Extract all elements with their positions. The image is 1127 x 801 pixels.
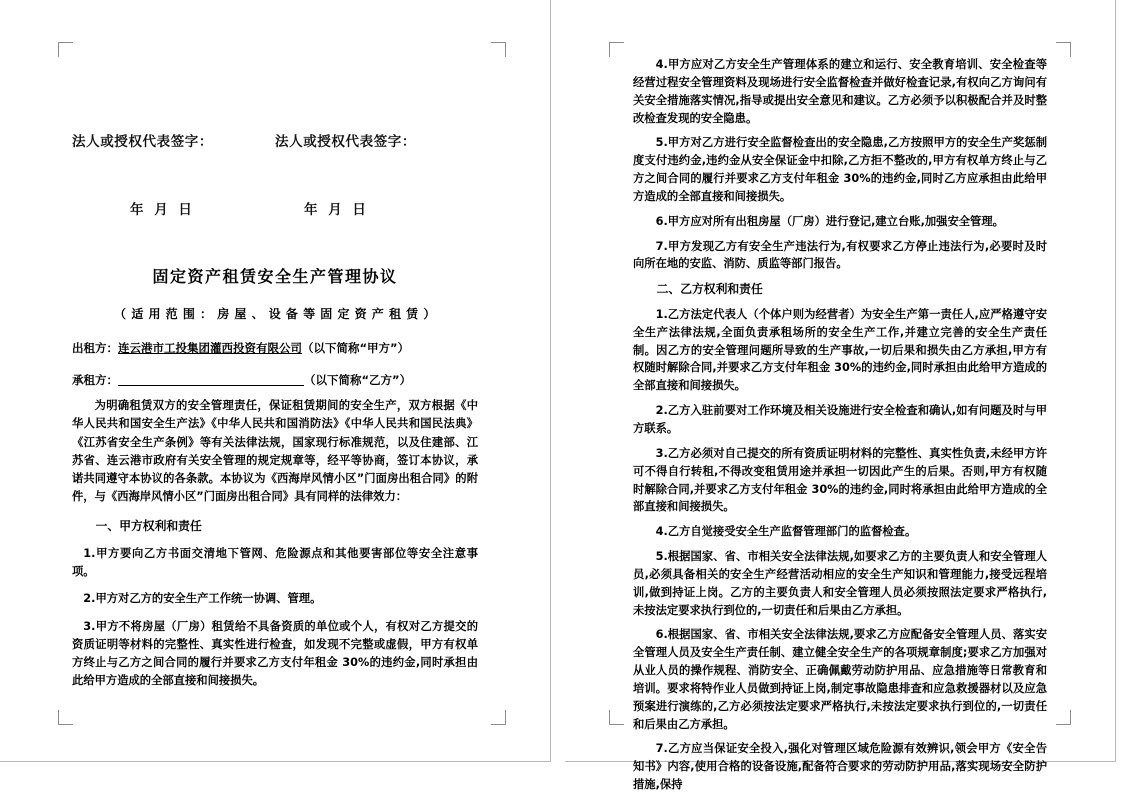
lessee-line bbox=[72, 372, 478, 388]
clause-a-7: 7.甲方发现乙方有安全生产违法行为,有权要求乙方停止违法行为,必要时及时向所在地的安监、消防、质监等部门报告。 bbox=[633, 239, 1047, 271]
lessee-suffix: （以下简称“乙方”） bbox=[304, 373, 412, 387]
signature-label-party-a: 法人或授权代表签字： bbox=[72, 134, 213, 150]
clause-b-3: 3.乙方必须对自己提交的所有资质证明材料的完整性、真实性负责,未经甲方许可不得自行转租,不得改变租赁用途并承担一切因此产生的后果。否则,甲方有权随时解除合同,并要求乙方支付年租金 30%的违约金,同时将承担由此给甲方造成的全部直接和间接损失。 bbox=[633, 446, 1047, 514]
crop-mark-bottom-left-2 bbox=[609, 710, 624, 725]
lessor-value: 连云港市工投集团灌西投资有限公司 bbox=[118, 341, 302, 355]
document-page-right bbox=[565, 0, 1116, 792]
clause-a-3: 3.甲方不将房屋（厂房）租赁给不具备资质的单位或个人，有权对乙方提交的资质证明等材料的完整性、真实性进行检查，如发现不完整或虚假，甲方有权单方终止与乙方之间合同的履行并要求乙方支付年租金 30%的违约金,同时承担由此给甲方造成的全部直接和间接损失。 bbox=[72, 619, 478, 688]
section-heading-party-a: 一、甲方权利和责任 bbox=[95, 518, 202, 533]
clause-a-5: 5.甲方对乙方进行安全监督检查出的安全隐患,乙方按照甲方的安全生产奖惩制度支付违约金,违约金从安全保证金中扣除,乙方拒不整改的,甲方有权单方终止与乙方之间合同的履行并要求乙方支付年租金 30%的违约金,同时乙方应承担由此给甲方造成的全部直接和间接损失。 bbox=[633, 136, 1047, 203]
clause-b-1: 1.乙方法定代表人（个体户则为经营者）为安全生产第一责任人,应严格遵守安全生产法律法规,全面负责承租场所的安全生产工作,并建立完善的安全生产责任制。因乙方的安全管理问题所导致的生产事故,一切后果和损失由乙方承担,甲方有权随时解除合同,并要求乙方支付年租金 30%的违约金,同时承担由此给甲方造成的全部直接和间接损失。 bbox=[633, 307, 1047, 393]
clause-a-2: 2.甲方对乙方的安全生产工作统一协调、管理。 bbox=[83, 592, 322, 606]
crop-mark-top-left bbox=[58, 42, 73, 57]
lessee-blank-field bbox=[118, 385, 304, 386]
document-title: 固定资产租赁安全生产管理协议 bbox=[152, 267, 398, 286]
right-page-content bbox=[633, 56, 1047, 801]
signature-row bbox=[72, 130, 478, 150]
crop-mark-top-right-2 bbox=[1056, 42, 1071, 57]
document-page-left bbox=[0, 0, 551, 762]
clause-a-6: 6.甲方应对所有出租房屋（厂房）进行登记,建立台账,加强安全管理。 bbox=[655, 214, 1004, 228]
date-row bbox=[72, 198, 478, 218]
preamble-paragraph: 为明确租赁双方的安全管理责任，保证租赁期间的安全生产，双方根据《中华人民共和国安全生产法》《中华人民共和国消防法》《中华人民共和国民法典》《江苏省安全生产条例》等有关法律法规，国家现行标准规范，以及住建部、江苏省、连云港市政府有关安全管理的规定规章等，经平等协商，签订本协议，承诺共同遵守本协议的各条款。本协议为《西海岸风情小区”门面房出租合同》的附件，与《西海岸风情小区”门面房出租合同》具有同样的法律效力： bbox=[72, 399, 478, 504]
lessor-line bbox=[72, 340, 478, 356]
crop-mark-top-right bbox=[491, 42, 506, 57]
crop-mark-bottom-right-2 bbox=[1056, 710, 1071, 725]
clause-b-5: 5.根据国家、省、市相关安全法律法规,如要求乙方的主要负责人和安全管理人员,必须具备相关的安全生产经营活动相应的安全生产知识和管理能力,接受远程培训,做到持证上岗。乙方的主要负责人和安全管理人员必须按照法定要求严格执行,未按法定要求执行到位的,一切责任和后果由乙方承担。 bbox=[633, 550, 1047, 617]
document-subtitle: （ 适 用 范 围 ： 房 屋 、 设 备 等 固 定 资 产 租 赁 ） bbox=[114, 307, 436, 321]
crop-mark-bottom-left bbox=[58, 710, 73, 725]
section-heading-party-b: 二、乙方权利和责任 bbox=[656, 282, 763, 297]
clause-a-1: 1.甲方要向乙方书面交清地下管网、危险源点和其他要害部位等安全注意事项。 bbox=[72, 546, 478, 578]
lessor-label: 出租方： bbox=[72, 341, 118, 355]
crop-mark-top-left-2 bbox=[609, 42, 624, 57]
left-page-content bbox=[72, 130, 478, 691]
date-label-party-a: 年 月 日 bbox=[130, 202, 195, 218]
clause-b-7: 7.乙方应当保证安全投入,强化对管理区域危险源有效辨识,领会甲方《安全告知书》内容,使用合格的设备设施,配备符合要求的劳动防护用品,落实现场安全防护措施,保持 bbox=[633, 742, 1047, 792]
clause-b-4: 4.乙方自觉接受安全生产监督管理部门的监督检查。 bbox=[655, 525, 917, 539]
signature-label-party-b: 法人或授权代表签字： bbox=[275, 134, 416, 150]
crop-mark-bottom-right bbox=[491, 710, 506, 725]
date-label-party-b: 年 月 日 bbox=[304, 202, 369, 218]
lessee-label: 承租方： bbox=[72, 373, 118, 387]
lessor-suffix: （以下简称“甲方”） bbox=[302, 341, 410, 355]
clause-b-6: 6.根据国家、省、市相关安全法律法规,要求乙方应配备安全管理人员、落实安全管理人员及安全生产责任制、建立健全安全生产的各项规章制度;要求乙方加强对从业人员的操作规程、消防安全、正确佩戴劳动防护用品、应急措施等日常教育和培训。要求将特作业人员做到持证上岗,制定事故隐患排查和应急救援器材以及应急预案进行演练的,乙方必须按法定要求严格执行,未按法定要求执行到位的,一切责任和后果由乙方承担。 bbox=[633, 628, 1047, 731]
clause-a-4: 4.甲方应对乙方安全生产管理体系的建立和运行、安全教育培训、安全检查等经营过程安全管理资料及现场进行安全监督检查并做好检查记录,有权向乙方询问有关安全措施落实情况,指导或提出安全意见和建议。乙方必须予以积极配合并及时整改检查发现的安全隐患。 bbox=[633, 58, 1047, 125]
clause-b-2: 2.乙方入驻前要对工作环境及相关设施进行安全检查和确认,如有问题及时与甲方联系。 bbox=[633, 404, 1047, 435]
